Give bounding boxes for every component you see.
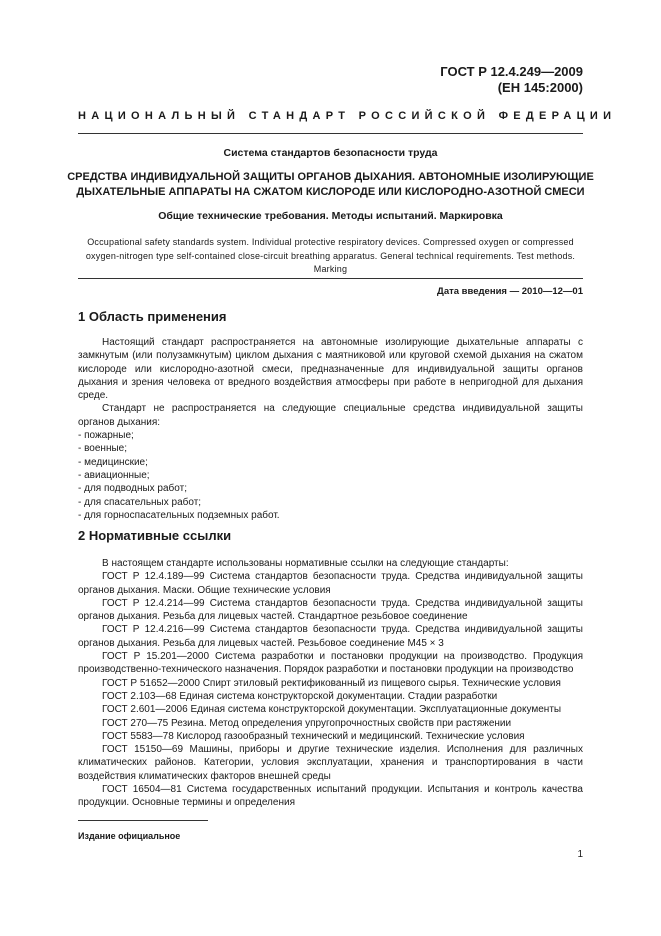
english-title bbox=[70, 236, 591, 277]
subtitle: Общие технические требования. Методы испытаний. Маркировка bbox=[158, 210, 503, 222]
list-item: - медицинские; bbox=[78, 456, 148, 468]
reference-item: ГОСТ 2.601—2006 Единая система конструкторской документации. Эксплуатационные документы bbox=[102, 704, 562, 716]
paragraph: Настоящий стандарт распространяется на автономные изолирующие дыхательные аппараты с замкнутым (или полузамкнутым) циклом дыхания с маятниковой или круговой схемой дыхания на сжатом кислороде или кислородно-азотной смеси, предназначенные для индивидуальной защиты органов дыхания и зрения человека от вредного воздействия атмосферы при работе в непригодной для дыхания среде. bbox=[78, 337, 583, 402]
gost-number: ГОСТ Р 12.4.249—2009 bbox=[440, 64, 583, 79]
official-publication-note: Издание официальное bbox=[78, 831, 181, 841]
main-title-line: ДЫХАТЕЛЬНЫЕ АППАРАТЫ НА СЖАТОМ КИСЛОРОДЕ ИЛИ КИСЛОРОДНО-АЗОТНОЙ СМЕСИ bbox=[76, 186, 585, 198]
section-heading: 2 Нормативные ссылки bbox=[78, 528, 232, 543]
list-item: - пожарные; bbox=[78, 430, 134, 442]
list-item: - для спасательных работ; bbox=[78, 496, 202, 508]
paragraph: Стандарт не распространяется на следующие специальные средства индивидуальной защиты органов дыхания: bbox=[78, 403, 583, 428]
gost-designation bbox=[440, 64, 583, 96]
exclusion-list bbox=[78, 429, 583, 522]
reference-item: ГОСТ Р 12.4.216—99 Система стандартов безопасности труда. Средства индивидуальной защиты органов дыхания. Резьба для лицевых частей. Резьбовое соединение М45 × 3 bbox=[78, 624, 583, 649]
section-heading: 1 Область применения bbox=[78, 309, 227, 324]
reference-item: ГОСТ Р 12.4.214—99 Система стандартов безопасности труда. Средства индивидуальной защиты органов дыхания. Резьба для лицевых частей. Стандартное резьбовое соединение bbox=[78, 597, 583, 623]
section-2-body bbox=[78, 557, 583, 810]
section-1-body bbox=[78, 336, 583, 522]
reference-item: ГОСТ 5583—78 Кислород газообразный технический и медицинский. Технические условия bbox=[102, 730, 525, 742]
english-title-line: Occupational safety standards system. Individual protective respiratory devices. Compressed oxygen or compressed bbox=[87, 237, 574, 247]
reference-item: ГОСТ Р 51652—2000 Спирт этиловый ректификованный из пищевого сырья. Технические условия bbox=[102, 677, 561, 689]
list-item: - для горноспасательных подземных работ. bbox=[78, 509, 280, 521]
main-title-line: СРЕДСТВА ИНДИВИДУАЛЬНОЙ ЗАЩИТЫ ОРГАНОВ ДЫХАНИЯ. АВТОНОМНЫЕ ИЗОЛИРУЮЩИЕ bbox=[67, 171, 594, 183]
reference-item: ГОСТ 15150—69 Машины, приборы и другие технические изделия. Исполнения для различных климатических районов. Категории, условия эксплуатации, хранения и транспортирования в части воздействия климатических факторов внешней среды bbox=[78, 744, 583, 782]
list-item: - для подводных работ; bbox=[78, 483, 187, 495]
english-title-line: oxygen-nitrogen type self-contained close-circuit breathing apparatus. General technical requirements. Test methods. bbox=[85, 250, 576, 261]
reference-item: ГОСТ 270—75 Резина. Метод определения упругопрочностных свойств при растяжении bbox=[102, 717, 512, 729]
reference-item: ГОСТ 16504—81 Система государственных испытаний продукции. Испытания и контроль качества продукции. Основные термины и определения bbox=[78, 784, 583, 809]
en-number: (ЕН 145:2000) bbox=[497, 80, 583, 95]
list-item: - военные; bbox=[78, 443, 128, 455]
title-rule bbox=[78, 278, 583, 279]
paragraph: В настоящем стандарте использованы нормативные ссылки на следующие стандарты: bbox=[102, 558, 509, 569]
footer-rule bbox=[78, 820, 208, 821]
national-standard-banner: НАЦИОНАЛЬНЫЙ СТАНДАРТ РОССИЙСКОЙ ФЕДЕРАЦИИ bbox=[78, 110, 617, 122]
english-title-line: Marking bbox=[313, 264, 348, 274]
system-title: Система стандартов безопасности труда bbox=[223, 147, 438, 159]
page-number: 1 bbox=[577, 849, 583, 860]
reference-item: ГОСТ Р 15.201—2000 Система разработки и постановки продукции на производство. Продукция производственно-технического назначения. Порядок разработки и постановки продукции на производство bbox=[78, 651, 583, 676]
header-rule bbox=[78, 133, 583, 134]
introduction-date: Дата введения — 2010—12—01 bbox=[437, 286, 583, 297]
reference-item: ГОСТ Р 12.4.189—99 Система стандартов безопасности труда. Средства индивидуальной защиты органов дыхания. Маски. Общие технические условия bbox=[78, 571, 583, 596]
main-title bbox=[50, 170, 611, 200]
reference-item: ГОСТ 2.103—68 Единая система конструкторской документации. Стадии разработки bbox=[102, 690, 498, 702]
list-item: - авиационные; bbox=[78, 469, 150, 481]
